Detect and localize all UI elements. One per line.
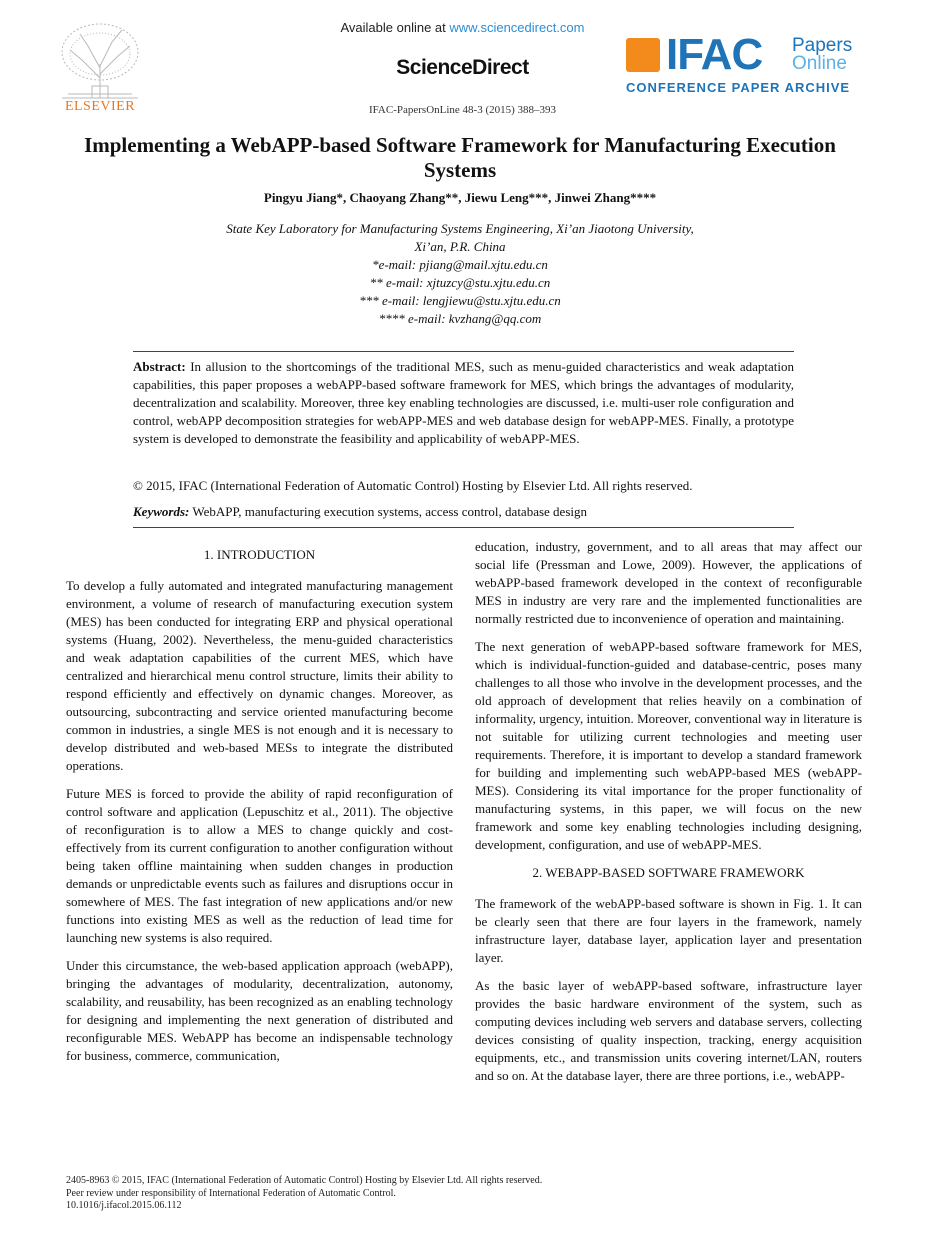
body-paragraph: The framework of the webAPP-based software is shown in Fig. 1. It can be clearly seen that there are four layers in the framework, namely infrastructure layer, database layer, application layer and presentation layer.	[475, 896, 862, 965]
body-paragraph: The next generation of webAPP-based software framework for MES, which is individual-function-guided and database-centric, poses many challenges to all those who involve in the development processes, and the old approach of development that relies heavily on a combination of informality, urgency, intuition. Moreover, conventional way in literature is not suitable for utilizing current technologies and meeting user requirements. Therefore, it is important to develop a standard framework for building and implementing such webAPP-based MES (webAPP-MES). Considering its vital importance for the proper functionality of manufacturing systems, in this paper, we will focus on the new framework and some key enabling technologies including designing, development, configuration, and use of webAPP-MES.	[475, 639, 862, 852]
affiliation-line: State Key Laboratory for Manufacturing Systems Engineering, Xi’an Jiaotong University,	[226, 221, 694, 236]
paper-title: Implementing a WebAPP-based Software Framework for Manufacturing Execution Systems	[84, 133, 836, 182]
abstract-bottom-rule	[133, 527, 794, 528]
ifac-papers-text: Papers	[792, 35, 853, 56]
footer-doi-line[interactable]: 10.1016/j.ifacol.2015.06.112	[66, 1200, 182, 1211]
affiliation-block	[60, 220, 860, 328]
keywords	[133, 504, 794, 520]
email-line: *** e-mail: lengjiewu@stu.xjtu.edu.cn	[359, 293, 561, 308]
keywords-label: Keywords:	[133, 504, 190, 519]
abstract-top-rule	[133, 351, 794, 352]
email-line: *e-mail: pjiang@mail.xjtu.edu.cn	[372, 257, 548, 272]
elsevier-wordmark: ELSEVIER	[64, 99, 136, 114]
email-line: **** e-mail: kvzhang@qq.com	[378, 311, 542, 326]
left-column	[66, 538, 453, 1075]
ifac-papersonline-logo	[624, 32, 874, 102]
footer-issn-line: 2405-8963 © 2015, IFAC (International Federation of Automatic Control) Hosting by Elsevier Ltd. All rights reserved.	[66, 1175, 543, 1186]
footer-peer-review-line: Peer review under responsibility of International Federation of Automatic Control.	[66, 1187, 396, 1199]
right-column	[475, 538, 862, 1095]
body-paragraph: As the basic layer of webAPP-based software, infrastructure layer provides the basic hardware environment of the system, such as computing devices including web servers and database servers, collecting devices consisting of quality inspection, tracking, energy acquisition equipments, etc., and transmission units covering internet/LAN, routers and so on. At the database layer, there are three portions, i.e., webAPP-	[475, 978, 862, 1083]
body-paragraph: To develop a fully automated and integrated manufacturing management environment, a volume of research of manufacturing execution system (MES) has been conducted for integrating ERP and physical operational systems (Huang, 2002). Nevertheless, the menu-guided characteristics and weak adaptation capabilities of the current MES, which have centralized and hierarchical menu control structure, limits their ability to respond efficiently and effectively on dynamic changes. Moreover, as outsourcing, subcontracting and service oriented manufacturing become common in industries, a single MES is not enough and it is necessary to develop distributed and web-based MESs to integrate the distributed operations.	[66, 578, 453, 773]
sciencedirect-logo: ScienceDirect	[396, 56, 529, 79]
ifac-online-text: Online	[792, 53, 847, 74]
ifac-archive-text: CONFERENCE PAPER ARCHIVE	[626, 80, 851, 95]
keywords-text: WebAPP, manufacturing execution systems, access control, database design	[189, 504, 587, 519]
sciencedirect-link[interactable]: www.sciencedirect.com	[449, 20, 585, 35]
body-paragraph: Under this circumstance, the web-based application approach (webAPP), bringing the advantages of modularity, decentralization, autonomy, scalability, and reusability, has been recognized as an enabling technology for designing and implementing the next generation of distributed and reconfigurable MES. WebAPP has become an indispensable technology for business, commerce, communication,	[66, 958, 453, 1063]
body-paragraph: education, industry, government, and to all areas that may affect our social life (Pressman and Lowe, 2009). However, the applications of webAPP-based framework developed in the context of reconfigurable MES in industry are very rare and the implemented functionalities are normally restricted due to inconvenience of operation and maintaining.	[475, 539, 862, 626]
email-line: ** e-mail: xjtuzcy@stu.xjtu.edu.cn	[369, 275, 551, 290]
affiliation-line: Xi’an, P.R. China	[414, 239, 506, 254]
abstract-text: In allusion to the shortcomings of the traditional MES, such as menu-guided characteristics and weak adaptation capabilities, this paper proposes a webAPP-based software framework for MES, which brings the advantages of modularity, decentralization and scalability. Moreover, three key enabling technologies are discussed, i.e. multi-user role configuration and control, webAPP decomposition strategies for webAPP-MES and web database design for webAPP-MES. Finally, a prototype system is developed to demonstrate the feasibility and applicability of webAPP-MES.	[133, 359, 794, 446]
page-footer	[66, 1175, 866, 1213]
abstract-label: Abstract:	[133, 359, 186, 374]
journal-citation: IFAC-PapersOnLine 48-3 (2015) 388–393	[368, 104, 557, 116]
section-heading-introduction: 1. INTRODUCTION	[203, 547, 316, 562]
abstract	[133, 358, 794, 448]
ifac-badge-icon	[626, 38, 660, 72]
availability-prefix: Available online at	[340, 20, 450, 35]
body-paragraph: Future MES is forced to provide the ability of rapid reconfiguration of control software and application (Lepuschitz et al., 2011). The objective of reconfiguration is to allow a MES to change quickly and cost-effectively from its current configuration to another configuration without being taken offline maintaining when sudden changes in production demands or unpredictable events such as failures and disruptions occur in somewhere of MES. The fast integration of new applications and/or new functions into existing MES as well as the reduction of lead time for launching new systems is also required.	[66, 786, 453, 945]
copyright-notice: © 2015, IFAC (International Federation of Automatic Control) Hosting by Elsevier Ltd. All rights reserved.	[133, 478, 693, 493]
ifac-wordmark: IFAC	[666, 30, 763, 79]
author-list: Pingyu Jiang*, Chaoyang Zhang**, Jiewu Leng***, Jinwei Zhang****	[263, 190, 657, 205]
section-heading-framework: 2. WEBAPP-BASED SOFTWARE FRAMEWORK	[532, 865, 805, 880]
